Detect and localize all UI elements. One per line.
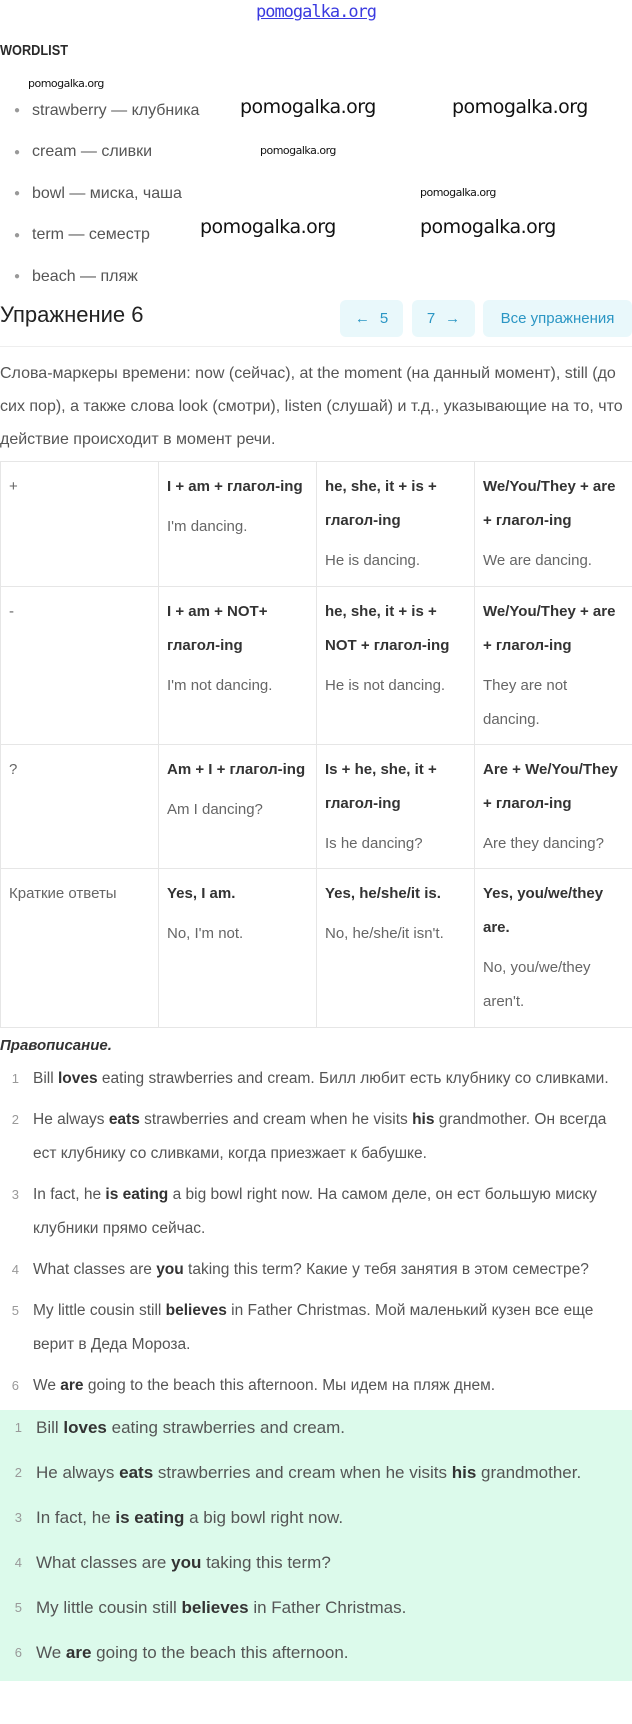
formula: Yes, I am. [167, 885, 236, 902]
sentence-item [0, 1103, 632, 1171]
spelling-title: Правописание. [0, 1037, 112, 1054]
formula: We/You/They + are + глагол-ing [483, 603, 616, 654]
verb-highlight: eats [108, 1111, 140, 1128]
item-number: 3 [14, 1510, 22, 1525]
watermark-text: pomogalka.org [420, 186, 496, 199]
word-text: beach — пляж [32, 267, 138, 285]
table-row [1, 462, 632, 587]
example: No, you/we/they aren't. [483, 959, 591, 1010]
table-cell [317, 462, 475, 587]
arrow-left-icon: ← [354, 310, 370, 327]
text: going to the beach this afternoon. [91, 1643, 349, 1662]
verb-highlight: his [451, 1463, 477, 1482]
row-label: ? [1, 745, 159, 869]
sentence-item [0, 1591, 632, 1636]
grammar-table [0, 461, 632, 1028]
sentence-text [33, 1062, 609, 1096]
text: What classes are [33, 1261, 157, 1278]
sentence-text [36, 1501, 343, 1546]
row-label: + [1, 462, 159, 587]
example: They are not dancing. [483, 677, 568, 728]
sentence-item [0, 1253, 632, 1287]
text: My little cousin still [33, 1302, 166, 1319]
word-text: cream — сливки [32, 143, 153, 161]
example: Am I dancing? [167, 801, 263, 818]
word-item [14, 132, 199, 174]
example: No, he/she/it isn't. [325, 925, 444, 942]
verb-highlight: loves [63, 1418, 107, 1437]
formula: he, she, it + is + NOT + глагол-ing [325, 603, 450, 654]
verb-highlight: loves [57, 1070, 98, 1087]
sentence-item [0, 1456, 632, 1501]
example: No, I'm not. [167, 925, 244, 942]
formula: Is + he, she, it + глагол-ing [325, 761, 437, 812]
text: What classes are [36, 1553, 172, 1572]
table-row [1, 587, 632, 745]
sentence-item [0, 1294, 632, 1362]
row-label: Краткие ответы [1, 869, 159, 1028]
word-item [14, 173, 199, 215]
formula: he, she, it + is + глагол-ing [325, 478, 437, 529]
text: in Father Christmas. [248, 1598, 407, 1617]
sentence-text [33, 1294, 632, 1362]
content-flow [0, 461, 632, 1681]
item-number: 1 [14, 1420, 22, 1435]
answers-box [0, 1410, 632, 1681]
bullet-icon: ● [14, 188, 21, 200]
table-cell [159, 745, 317, 869]
item-number: 3 [11, 1187, 19, 1202]
row-label: - [1, 587, 159, 745]
example: I'm dancing. [167, 518, 248, 535]
text: in Father Christmas. Мой маленький кузен все еще верит в Деда Мороза. [33, 1302, 594, 1353]
text: grandmother. [476, 1463, 582, 1482]
item-number: 6 [14, 1645, 22, 1660]
item-number: 5 [14, 1600, 22, 1615]
formula: I + am + NOT+ глагол-ing [167, 603, 268, 654]
table-cell [317, 745, 475, 869]
example: We are dancing. [483, 552, 592, 569]
wordlist [14, 90, 199, 298]
exercise-title: Упражнение 6 [0, 302, 144, 327]
item-number: 4 [14, 1555, 22, 1570]
prev-label: 5 [379, 310, 389, 327]
text: going to the beach this afternoon. Мы идем на пляж днем. [83, 1377, 496, 1394]
sentence-text [36, 1411, 345, 1456]
next-exercise-button[interactable] [412, 300, 475, 337]
word-item [14, 215, 199, 257]
item-number: 2 [14, 1465, 22, 1480]
sentence-text [33, 1253, 589, 1287]
text: eating strawberries and cream. [106, 1418, 345, 1437]
verb-highlight: are [60, 1377, 84, 1394]
table-row [1, 869, 632, 1028]
formula: I + am + глагол-ing [167, 478, 303, 495]
verb-highlight: you [156, 1261, 184, 1278]
verb-highlight: you [171, 1553, 202, 1572]
text: Bill [33, 1070, 58, 1087]
sentence-item [0, 1501, 632, 1546]
text: a big bowl right now. [184, 1508, 344, 1527]
text: We [36, 1643, 66, 1662]
intro-text: Слова-маркеры времени: now (сейчас), at the moment (на данный момент), still (до сих пор), а также слова look (смотри), listen (слушай) и т.д., указывающие на то, что действие происходит в момент речи. [0, 365, 623, 448]
text: strawberries and cream when he visits [153, 1463, 452, 1482]
text: strawberries and cream when he visits [139, 1111, 413, 1128]
wordlist-title: WORDLIST [0, 42, 68, 59]
text: Bill [36, 1418, 64, 1437]
table-cell [159, 869, 317, 1028]
example: He is not dancing. [325, 677, 446, 694]
verb-highlight: is eating [105, 1186, 169, 1203]
text: grandmother. Он всегда ест клубнику со сливками, когда приезжает к бабушке. [33, 1111, 607, 1162]
answers-list [0, 1411, 632, 1681]
item-number: 2 [11, 1112, 19, 1127]
word-text: bowl — миска, чаша [32, 184, 182, 202]
sentence-item [0, 1369, 632, 1403]
watermark-text: pomogalka.org [452, 96, 588, 118]
all-label: Все упражнения [500, 310, 615, 327]
watermark-text: pomogalka.org [260, 144, 336, 157]
formula: Are + We/You/They + глагол-ing [483, 761, 618, 812]
item-number: 5 [11, 1303, 19, 1318]
example: Are they dancing? [483, 835, 604, 852]
example: Is he dancing? [325, 835, 423, 852]
bullet-icon: ● [14, 146, 21, 158]
table-cell [475, 587, 632, 745]
verb-highlight: are [65, 1643, 92, 1662]
verb-highlight: is eating [115, 1508, 185, 1527]
text: In fact, he [33, 1186, 106, 1203]
sentence-text [33, 1178, 632, 1246]
table-cell [475, 745, 632, 869]
word-text: strawberry — клубника [32, 101, 200, 119]
text: taking this term? Какие у тебя занятия в этом семестре? [183, 1261, 589, 1278]
sentence-item [0, 1636, 632, 1681]
prev-exercise-button[interactable] [340, 300, 403, 337]
watermark-text: pomogalka.org [28, 77, 104, 90]
sentence-text [36, 1636, 349, 1681]
sentence-text [36, 1546, 331, 1591]
arrow-right-icon: → [445, 310, 461, 327]
verb-highlight: believes [165, 1302, 227, 1319]
sentence-text [36, 1591, 406, 1636]
sentence-item [0, 1411, 632, 1456]
table-row [1, 745, 632, 869]
text: taking this term? [201, 1553, 331, 1572]
word-text: term — семестр [32, 226, 150, 244]
sentence-text [36, 1456, 581, 1501]
table-cell [317, 869, 475, 1028]
text: eating strawberries and cream. Билл любит есть клубнику со сливками. [97, 1070, 609, 1087]
formula: Yes, he/she/it is. [325, 885, 441, 902]
watermark-text: pomogalka.org [420, 216, 556, 238]
verb-highlight: eats [119, 1463, 154, 1482]
bullet-icon: ● [14, 271, 21, 283]
site-link[interactable]: pomogalka.org [255, 2, 377, 22]
sentence-text [33, 1103, 632, 1171]
text: In fact, he [36, 1508, 116, 1527]
sentence-text [33, 1369, 495, 1403]
bullet-icon: ● [14, 229, 21, 241]
word-item [14, 90, 199, 132]
text: We [33, 1377, 61, 1394]
example: He is dancing. [325, 552, 421, 569]
text: a big bowl right now. На самом деле, он ест большую миску клубники прямо сейчас. [33, 1186, 597, 1237]
table-cell [475, 869, 632, 1028]
sentence-item [0, 1546, 632, 1591]
text: My little cousin still [36, 1598, 182, 1617]
translation-list [0, 1062, 632, 1403]
table-cell [159, 462, 317, 587]
sentence-item [0, 1178, 632, 1246]
verb-highlight: his [412, 1111, 435, 1128]
sentence-item [0, 1062, 632, 1096]
item-number: 6 [11, 1378, 19, 1393]
text: He always [33, 1111, 109, 1128]
table-cell [159, 587, 317, 745]
next-label: 7 [426, 310, 436, 327]
item-number: 4 [11, 1262, 19, 1277]
verb-highlight: believes [181, 1598, 249, 1617]
table-cell [317, 587, 475, 745]
formula: We/You/They + are + глагол-ing [483, 478, 616, 529]
watermark-text: pomogalka.org [240, 96, 376, 118]
divider [0, 346, 632, 347]
text: He always [36, 1463, 120, 1482]
example: I'm not dancing. [167, 677, 273, 694]
watermark-text: pomogalka.org [200, 216, 336, 238]
bullet-icon: ● [14, 105, 21, 117]
table-cell [475, 462, 632, 587]
formula: Am + I + глагол-ing [167, 761, 306, 778]
item-number: 1 [11, 1071, 19, 1086]
word-item [14, 256, 199, 298]
formula: Yes, you/we/they are. [483, 885, 604, 936]
all-exercises-button[interactable] [483, 300, 632, 337]
